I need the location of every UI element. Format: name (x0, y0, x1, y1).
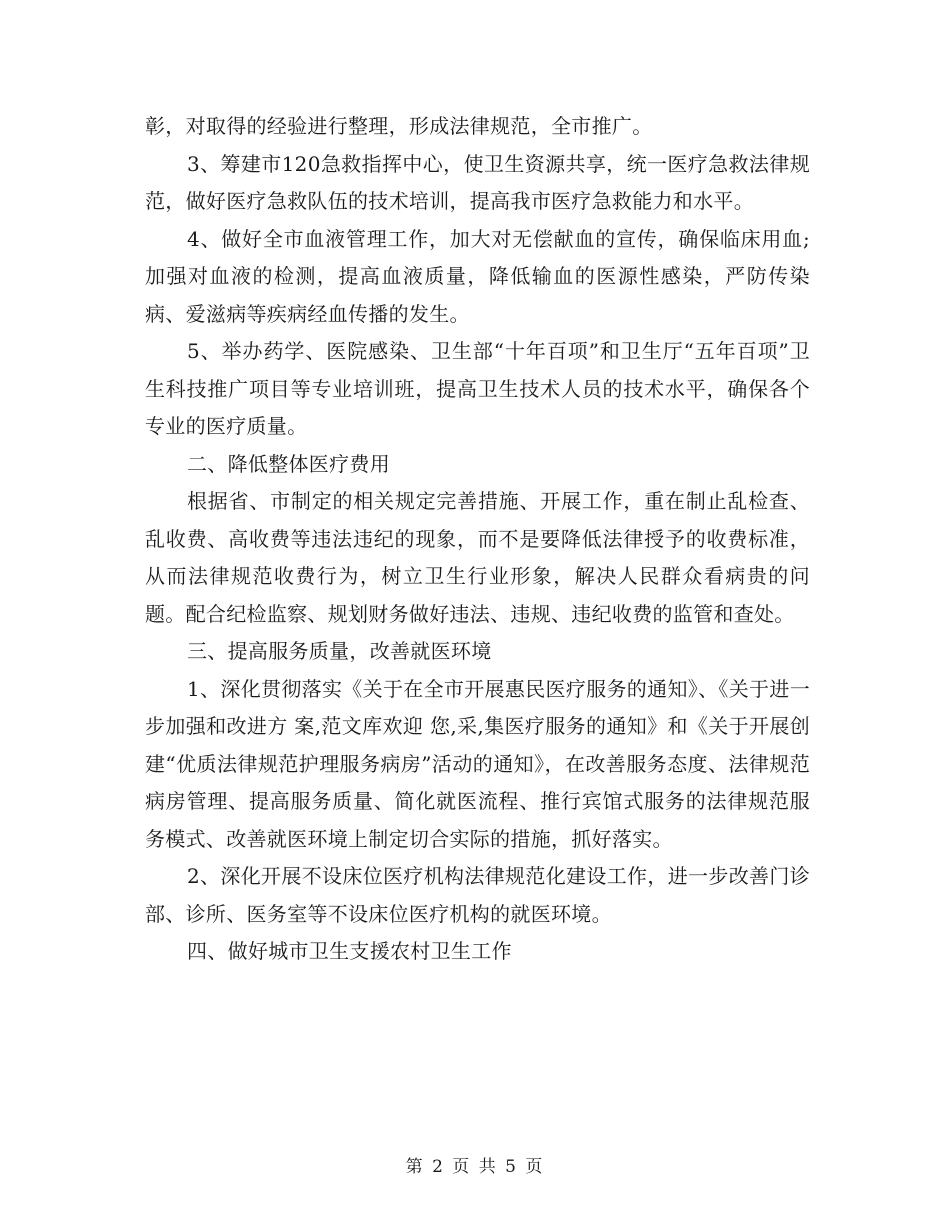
paragraph-section-2-body: 根据省、市制定的相关规定完善措施、开展工作，重在制止乱检查、乱收费、高收费等违法违纪的现象，而不是要降低法律授予的收费标准，从而法律规范收费行为，树立卫生行业形象，解决人民群众看病贵的问题。配合纪检监察、规划财务做好违法、违规、违纪收费的监管和查处。 (145, 489, 810, 626)
paragraph-continuation: 彰，对取得的经验进行整理，形成法律规范，全市推广。 (145, 114, 653, 138)
paragraph-item-4: 4、做好全市血液管理工作，加大对无偿献血的宣传，确保临床用血;加强对血液的检测，提高血液质量，降低输血的医源性感染，严防传染病、爱滋病等疾病经血传播的发生。 (145, 226, 810, 326)
section-heading-3: 三、提高服务质量，改善就医环境 (187, 639, 492, 663)
section-heading-4: 四、做好城市卫生支援农村卫生工作 (187, 939, 512, 963)
section-heading-2: 二、降低整体医疗费用 (187, 451, 390, 476)
document-body (145, 108, 810, 971)
paragraph-item-3: 3、筹建市120急救指挥中心，使卫生资源共享，统一医疗急救法律规范，做好医疗急救队伍的技术培训，提高我市医疗急救能力和水平。 (145, 151, 810, 213)
paragraph-section-3-item-1: 1、深化贯彻落实《关于在全市开展惠民医疗服务的通知》、《关于进一步加强和改进方 案,范文库欢迎 您,采,集医疗服务的通知》和《关于开展创建“优质法律规范护理服务病房”活动的通知》，在改善服务态度、法律规范病房管理、提高服务质量、简化就医流程、推行宾馆式服务的法律规范服务模式、改善就医环境上制定切合实际的措施，抓好落实。 (145, 676, 810, 851)
page-number-footer: 第 2 页 共 5 页 (405, 1157, 545, 1177)
paragraph-item-5: 5、举办药学、医院感染、卫生部“十年百项”和卫生厅“五年百项”卫生科技推广项目等专业培训班，提高卫生技术人员的技术水平，确保各个专业的医疗质量。 (145, 339, 810, 438)
paragraph-section-3-item-2: 2、深化开展不设床位医疗机构法律规范化建设工作，进一步改善门诊部、诊所、医务室等不设床位医疗机构的就医环境。 (145, 864, 810, 926)
